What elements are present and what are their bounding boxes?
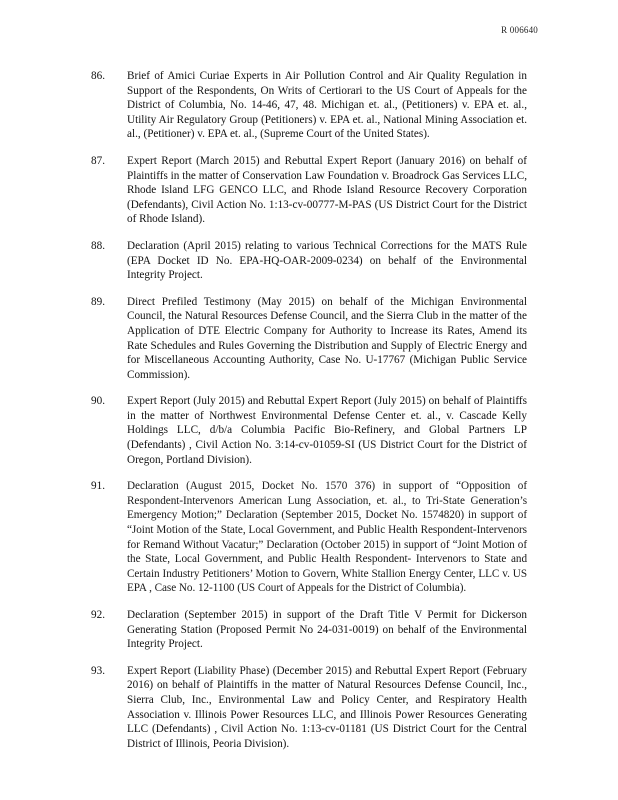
item-text: Expert Report (Liability Phase) (December 2015) and Rebuttal Expert Report (February 2016) on behalf of Plaintiffs in the matter of Natural Resources Defense Council, Inc., Sierra Club, Inc., Environmental Law and Policy Center, and Respiratory Health Association v. Illinois Power Resources LLC, and Illinois Power Resources Generating LLC (Defendants) , Civil Action No. 1:13-cv-01181 (US District Court for the Central District of Illinois, Peoria Division). (127, 664, 527, 750)
item-number: 90. (91, 395, 105, 408)
item-number: 87. (91, 154, 105, 167)
item-text: Declaration (September 2015) in support of the Draft Title V Permit for Dickerson Generating Station (Proposed Permit No 24-031-0019) on behalf of the Environmental Integrity Project. (127, 609, 527, 651)
list-item-88 (91, 239, 527, 283)
item-number: 88. (91, 239, 105, 252)
list-item-86 (91, 69, 527, 142)
list-item-90 (91, 394, 527, 467)
item-number: 92. (91, 609, 105, 621)
item-number: 93. (91, 664, 105, 677)
item-text: Declaration (August 2015, Docket No. 1570 376) in support of “Opposition of Respondent-Intervenors American Lung Association, et. al., to Tri-State Generation’s Emergency Motion;” Declaration (September 2015, Docket No. 1574820) in support of “Joint Motion of the State, Local Government, and Public Health Respondent-Intervenors for Remand Without Vacatur;” Declaration (October 2015) in support of “Joint Motion of the State, Local Government, and Public Health Respondent- Intervenors to State and Certain Industry Petitioners’ Motion to Govern, White Stallion Energy Center, LLC v. US EPA , Case No. 12-1100 (US Court of Appeals for the District of Columbia). (127, 480, 527, 595)
item-text: Expert Report (July 2015) and Rebuttal Expert Report (July 2015) on behalf of Plaintiffs in the matter of Northwest Environmental Defense Center et. al., v. Cascade Kelly Holdings LLC, d/b/a Columbia Pacific Bio-Refinery, and Global Partners LP (Defendants) , Civil Action No. 3:14-cv-01059-SI (US District Court for the District of Oregon, Portland Division). (127, 395, 527, 466)
list-item-92 (91, 608, 527, 652)
item-text: Brief of Amici Curiae Experts in Air Pollution Control and Air Quality Regulation in Support of the Respondents, On Writs of Certiorari to the US Court of Appeals for the District of Columbia, No. 14-46, 47, 48. Michigan et. al., (Petitioners) v. EPA et. al., Utility Air Regulatory Group (Petitioners) v. EPA et. al., National Mining Association et. al., (Petitioner) v. EPA et. al., (Supreme Court of the United States). (127, 70, 527, 141)
item-text: Declaration (April 2015) relating to various Technical Corrections for the MATS Rule (EPA Docket ID No. EPA-HQ-OAR-2009-0234) on behalf of the Environmental Integrity Project. (127, 239, 527, 282)
testimony-list (91, 69, 527, 763)
list-item-91 (91, 479, 527, 596)
item-number: 89. (91, 295, 105, 308)
item-text: Direct Prefiled Testimony (May 2015) on behalf of the Michigan Environmental Council, the Natural Resources Defense Council, and the Sierra Club in the matter of the Application of DTE Electric Company for Authority to Increase its Rates, Amend its Rate Schedules and Rules Governing the Distribution and Supply of Electric Energy and for Miscellaneous Accounting Authority, Case No. U-17767 (Michigan Public Service Commission). (127, 295, 527, 381)
item-text: Expert Report (March 2015) and Rebuttal Expert Report (January 2016) on behalf of Plaintiffs in the matter of Conservation Law Foundation v. Broadrock Gas Services LLC, Rhode Island LFG GENCO LLC, and Rhode Island Resource Recovery Corporation (Defendants), Civil Action No. 1:13-cv-00777-M-PAS (US District Court for the District of Rhode Island). (127, 154, 527, 226)
list-item-89 (91, 295, 527, 383)
item-number: 86. (91, 70, 105, 82)
item-number: 91. (91, 480, 105, 493)
bates-number: R 006640 (501, 25, 538, 35)
list-item-87 (91, 154, 527, 227)
list-item-93 (91, 664, 527, 752)
